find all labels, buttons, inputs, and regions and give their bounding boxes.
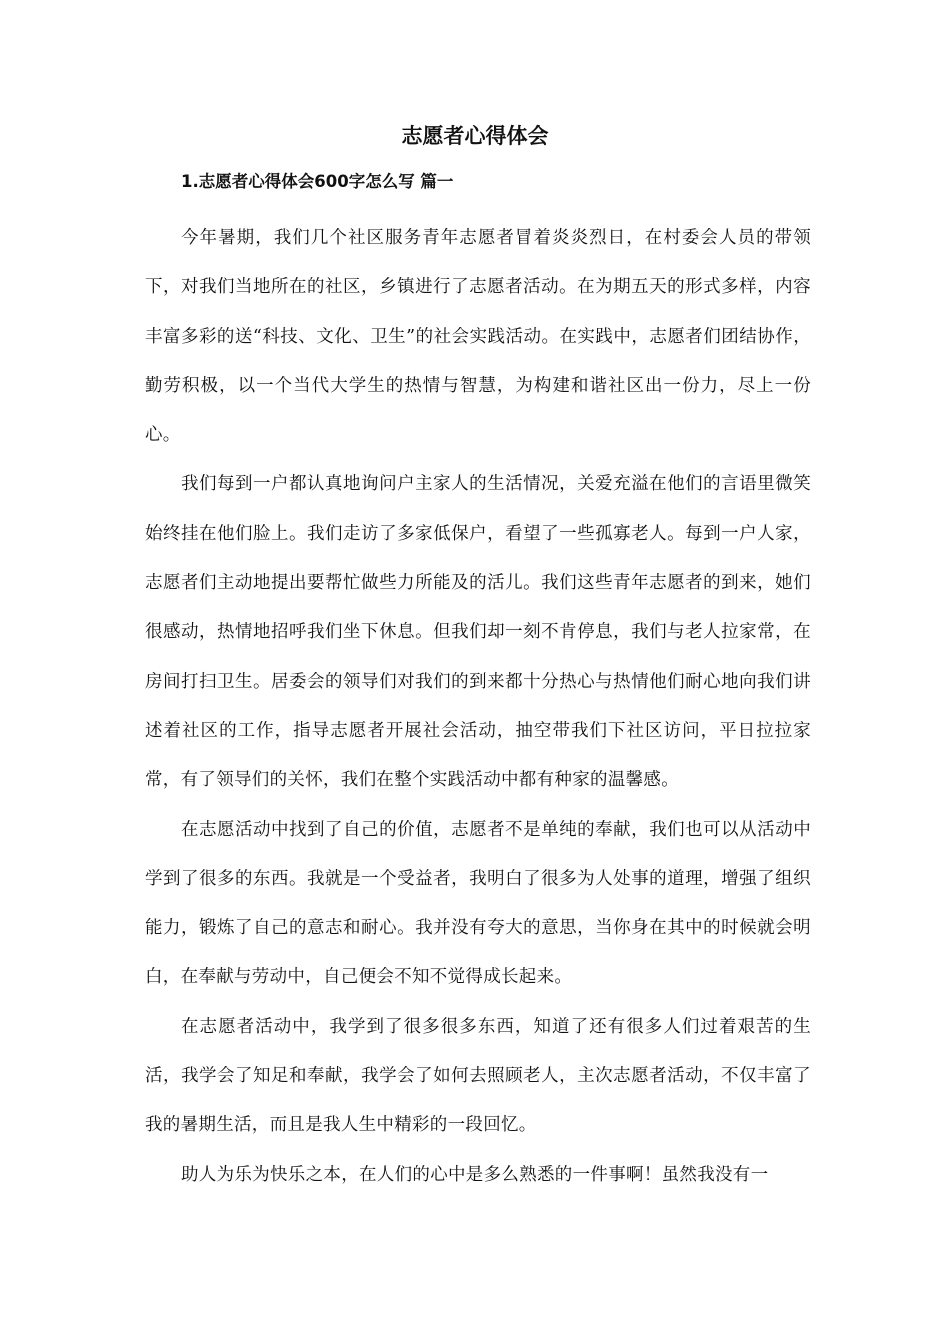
paragraph-5: 助人为乐为快乐之本，在人们的心中是多么熟悉的一件事啊！虽然我没有一 (181, 1164, 769, 1185)
paragraph-3: 在志愿活动中找到了自己的价值，志愿者不是单纯的奉献，我们也可以从活动中学到了很多的东西。我就是一个受益者，我明白了很多为人处事的道理，增强了组织能力，锻炼了自己的意志和耐心。我并没有夸大的意思，当你身在其中的时候就会明白，在奉献与劳动中，自己便会不知不觉得成长起来。 (145, 819, 811, 988)
document-title: 志愿者心得体会 (401, 124, 549, 148)
paragraph-2: 我们每到一户都认真地询问户主家人的生活情况，关爱充溢在他们的言语里微笑始终挂在他们脸上。我们走访了多家低保户，看望了一些孤寡老人。每到一户人家，志愿者们主动地提出要帮忙做些力所能及的活儿。我们这些青年志愿者的到来，她们很感动，热情地招呼我们坐下休息。但我们却一刻不肯停息，我们与老人拉家常，在房间打扫卫生。居委会的领导们对我们的到来都十分热心与热情他们耐心地向我们讲述着社区的工作，指导志愿者开展社会活动，抽空带我们下社区访问，平日拉拉家常，有了领导们的关怀，我们在整个实践活动中都有种家的温馨感。 (145, 474, 811, 791)
paragraph-1: 今年暑期，我们几个社区服务青年志愿者冒着炎炎烈日，在村委会人员的带领下，对我们当地所在的社区，乡镇进行了志愿者活动。在为期五天的形式多样，内容丰富多彩的送“科技、文化、卫生”的社会实践活动。在实践中，志愿者们团结协作，勤劳积极，以一个当代大学生的热情与智慧，为构建和谐社区出一份力，尽上一份心。 (145, 228, 811, 446)
document-body (145, 214, 811, 1200)
section-heading: 1.志愿者心得体会600字怎么写 篇一 (181, 172, 454, 191)
paragraph-4: 在志愿者活动中，我学到了很多很多东西，知道了还有很多人们过着艰苦的生活，我学会了知足和奉献，我学会了如何去照顾老人，主次志愿者活动，不仅丰富了我的暑期生活，而且是我人生中精彩的一段回忆。 (145, 1016, 811, 1136)
